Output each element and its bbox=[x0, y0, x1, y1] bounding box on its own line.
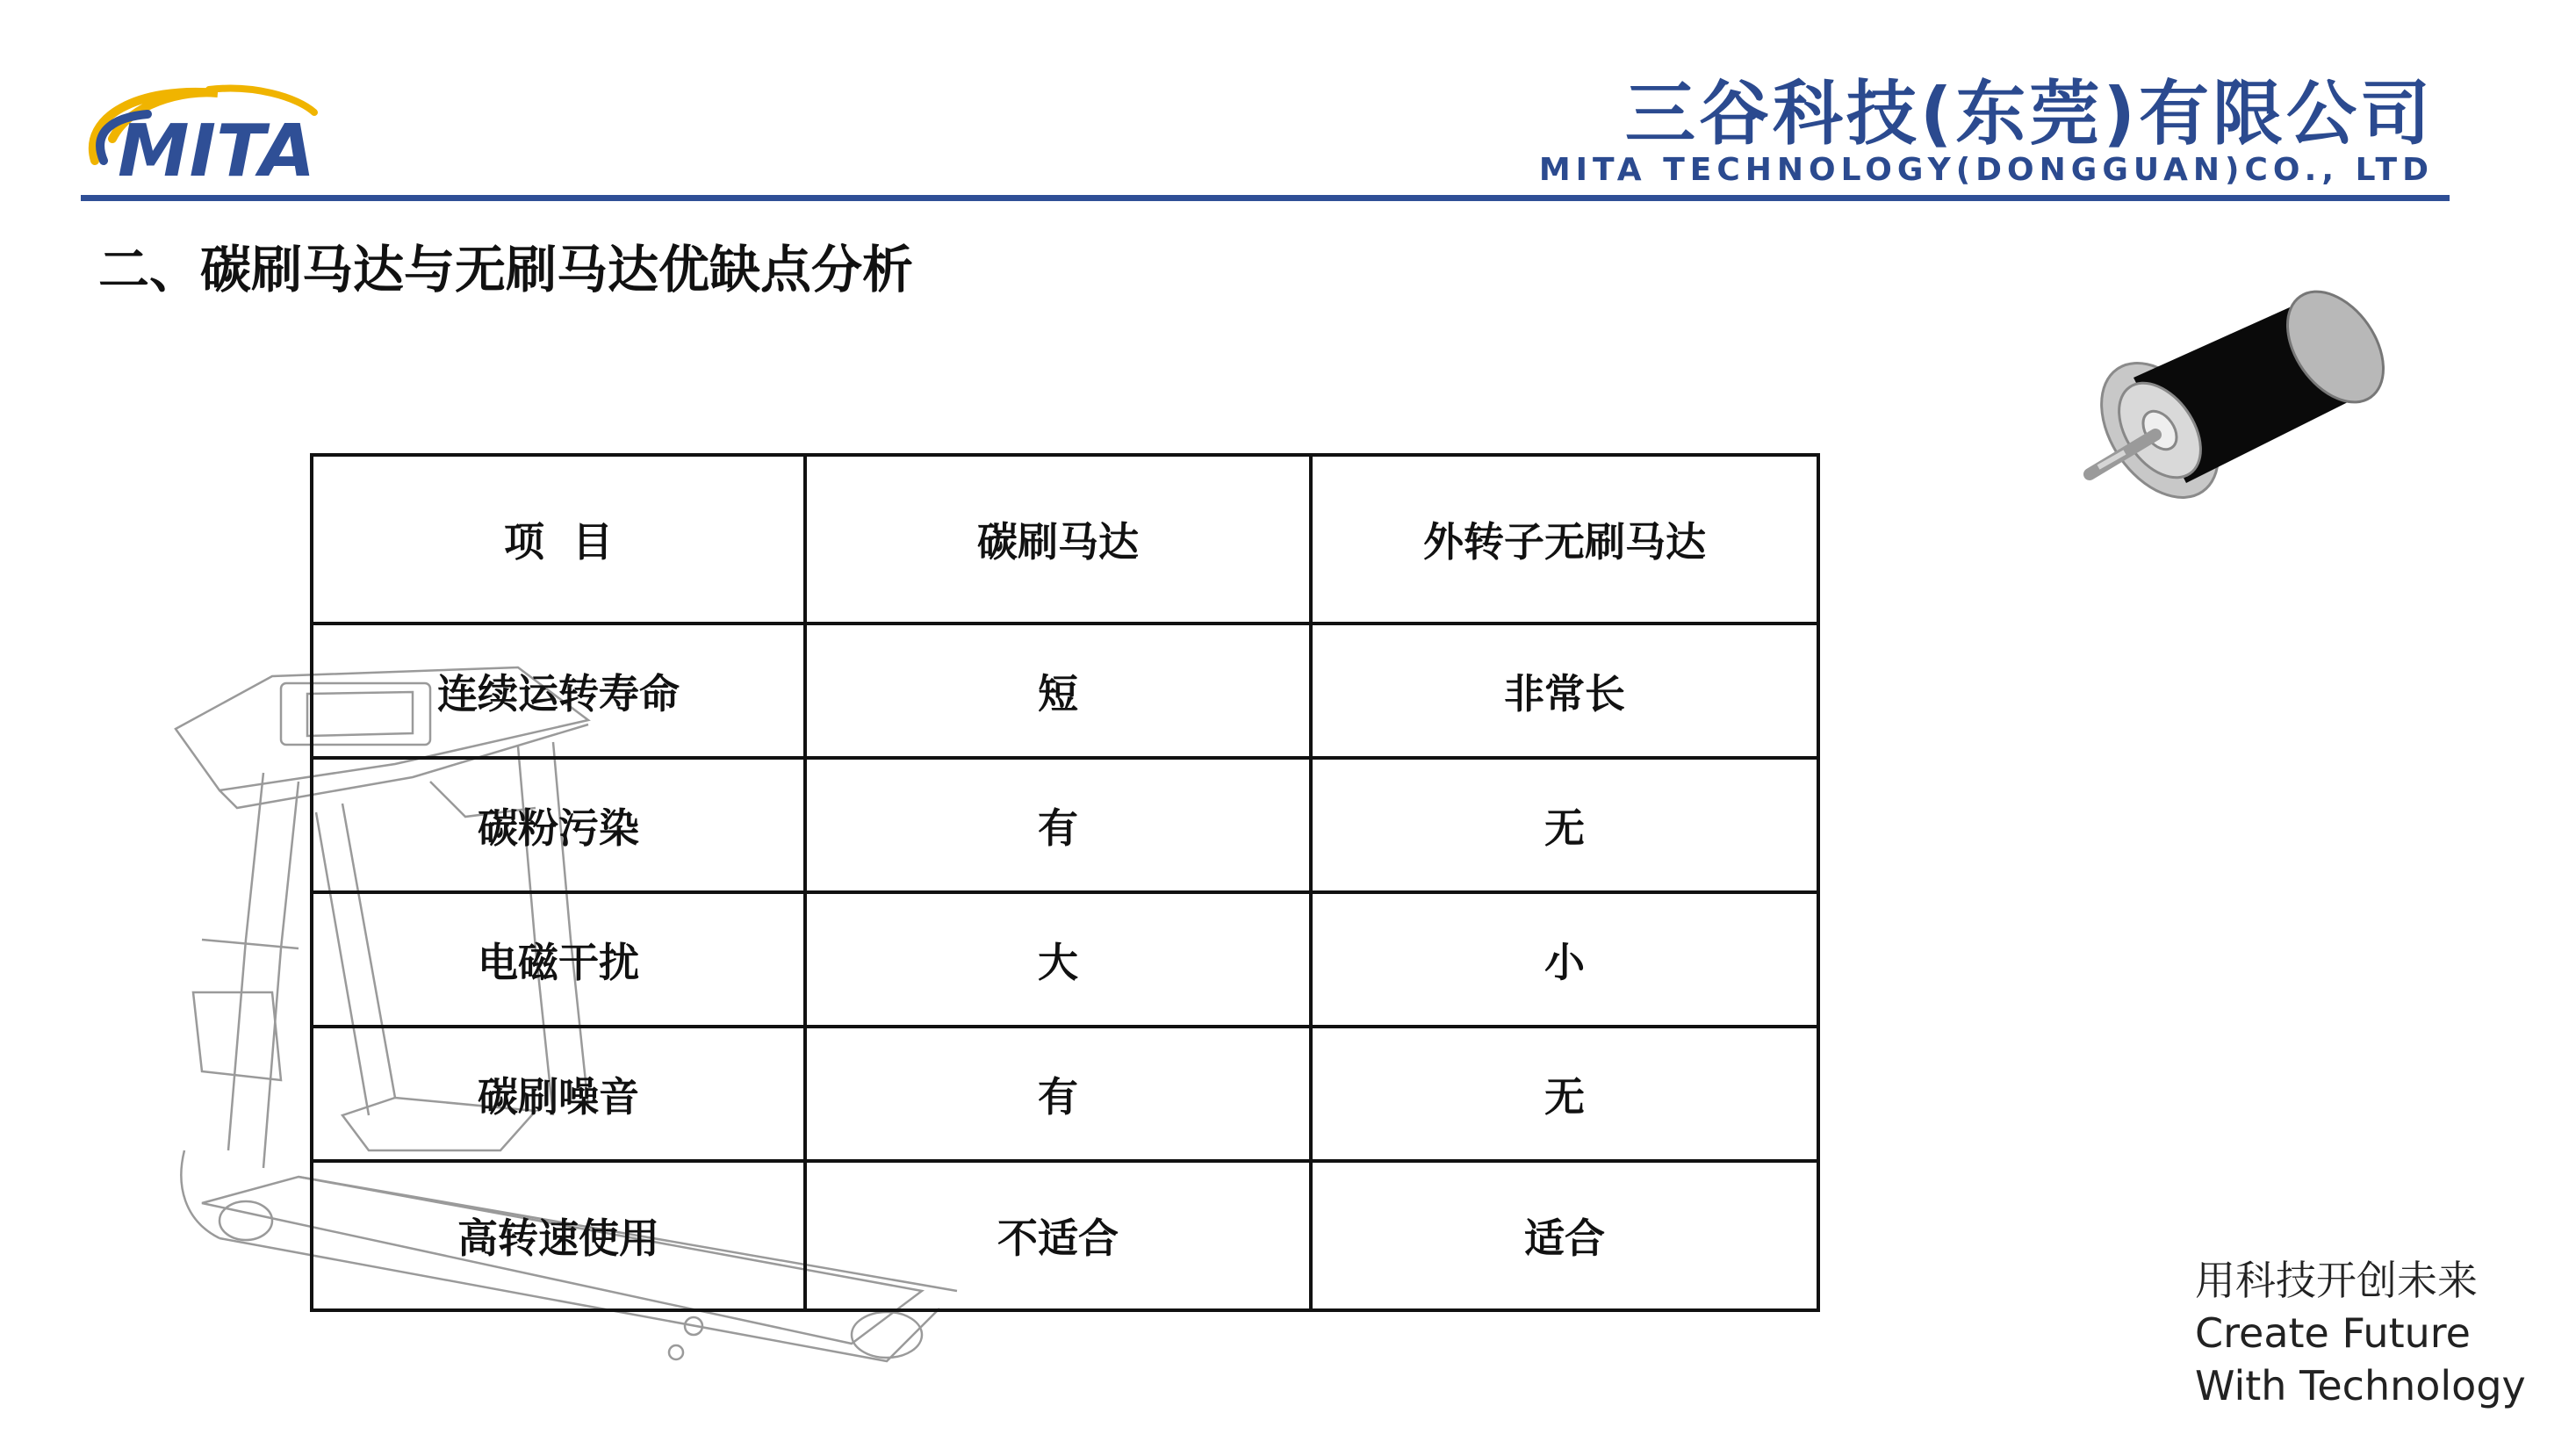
slogan bbox=[2195, 1254, 2526, 1412]
brushless-motor-image bbox=[2072, 281, 2388, 527]
brushed-value: 有 bbox=[805, 1027, 1311, 1161]
brushless-value: 无 bbox=[1311, 1027, 1818, 1161]
brushless-value: 非常长 bbox=[1311, 624, 1818, 758]
brushed-value: 短 bbox=[805, 624, 1311, 758]
comparison-table bbox=[310, 453, 1820, 1312]
table-row bbox=[312, 758, 1818, 892]
page-title: 二、碳刷马达与无刷马达优缺点分析 bbox=[98, 240, 914, 299]
table-row bbox=[312, 892, 1818, 1027]
company-name-en: MITA TECHNOLOGY(DONGGUAN)CO., LTD bbox=[1538, 152, 2434, 188]
slogan-en-line1: Create Future bbox=[2195, 1309, 2471, 1357]
brushless-value: 适合 bbox=[1311, 1161, 1818, 1310]
brushed-value: 大 bbox=[805, 892, 1311, 1027]
row-label: 碳粉污染 bbox=[312, 758, 805, 892]
table-row bbox=[312, 1161, 1818, 1310]
header-brushed-motor: 碳刷马达 bbox=[805, 455, 1311, 624]
company-name-cn: 三谷科技(东莞)有限公司 bbox=[1624, 73, 2434, 155]
row-label: 连续运转寿命 bbox=[312, 624, 805, 758]
brushless-value: 无 bbox=[1311, 758, 1818, 892]
slogan-cn: 用科技开创未来 bbox=[2195, 1257, 2478, 1304]
mita-logo-icon bbox=[77, 77, 393, 191]
row-label: 电磁干扰 bbox=[312, 892, 805, 1027]
brushed-value: 不适合 bbox=[805, 1161, 1311, 1310]
table-header-row bbox=[312, 455, 1818, 624]
table-row bbox=[312, 624, 1818, 758]
row-label: 高转速使用 bbox=[312, 1161, 805, 1310]
row-label: 碳刷噪音 bbox=[312, 1027, 805, 1161]
brushless-value: 小 bbox=[1311, 892, 1818, 1027]
company-logo bbox=[77, 77, 393, 191]
slogan-en-line2: With Technology bbox=[2195, 1362, 2526, 1409]
table-row bbox=[312, 1027, 1818, 1161]
header-item: 项 目 bbox=[312, 455, 805, 624]
header-divider bbox=[81, 195, 2450, 201]
motor-icon bbox=[2072, 281, 2388, 527]
header-brushless-motor: 外转子无刷马达 bbox=[1311, 455, 1818, 624]
svg-text:MITA: MITA bbox=[118, 110, 316, 191]
brushed-value: 有 bbox=[805, 758, 1311, 892]
